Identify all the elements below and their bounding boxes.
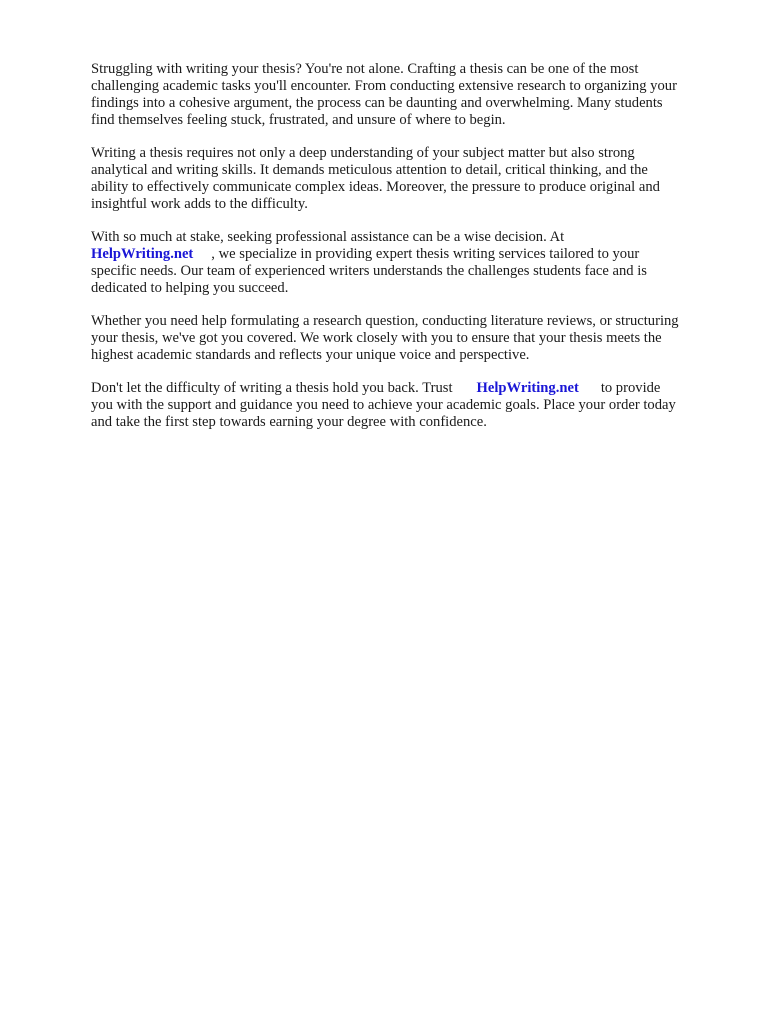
text-line: you with the support and guidance you need to achieve your academic goals. Place your order today — [91, 397, 676, 413]
paragraph-call-to-action — [91, 380, 723, 431]
paragraph-support — [91, 313, 723, 364]
text-fragment: , we specialize in providing expert thesis writing services tailored to your — [211, 246, 640, 262]
document-page — [91, 61, 723, 447]
text-line: ability to effectively communicate complex ideas. Moreover, the pressure to produce original and — [91, 179, 660, 195]
text-fragment: Don't let the difficulty of writing a thesis hold you back. Trust — [91, 380, 453, 396]
paragraph-intro — [91, 61, 723, 129]
text-line: challenging academic tasks you'll encounter. From conducting extensive research to organizing your — [91, 78, 677, 94]
text-line: analytical and writing skills. It demands meticulous attention to detail, critical thinking, and the — [91, 162, 648, 178]
text-line: With so much at stake, seeking professional assistance can be a wise decision. At — [91, 229, 565, 245]
text-line: Whether you need help formulating a research question, conducting literature reviews, or structuring — [91, 313, 679, 329]
helpwriting-link[interactable]: HelpWriting.net — [91, 246, 194, 262]
text-line: insightful work adds to the difficulty. — [91, 196, 308, 212]
text-fragment: to provide — [600, 380, 661, 396]
paragraph-assistance — [91, 229, 723, 297]
text-line: find themselves feeling stuck, frustrated, and unsure of where to begin. — [91, 112, 506, 128]
text-line-with-link — [91, 246, 723, 263]
text-line: and take the first step towards earning your degree with confidence. — [91, 414, 487, 430]
helpwriting-link[interactable]: HelpWriting.net — [476, 380, 579, 396]
text-line: your thesis, we've got you covered. We work closely with you to ensure that your thesis meets the — [91, 330, 662, 346]
text-line: specific needs. Our team of experienced writers understands the challenges students face and is — [91, 263, 647, 279]
text-line: highest academic standards and reflects your unique voice and perspective. — [91, 347, 530, 363]
text-line: dedicated to helping you succeed. — [91, 280, 289, 296]
paragraph-requirements — [91, 145, 723, 213]
text-line: Struggling with writing your thesis? You're not alone. Crafting a thesis can be one of the most — [91, 61, 639, 77]
text-line: findings into a cohesive argument, the process can be daunting and overwhelming. Many students — [91, 95, 663, 111]
text-line: Writing a thesis requires not only a deep understanding of your subject matter but also strong — [91, 145, 635, 161]
text-line-with-link — [91, 380, 723, 397]
